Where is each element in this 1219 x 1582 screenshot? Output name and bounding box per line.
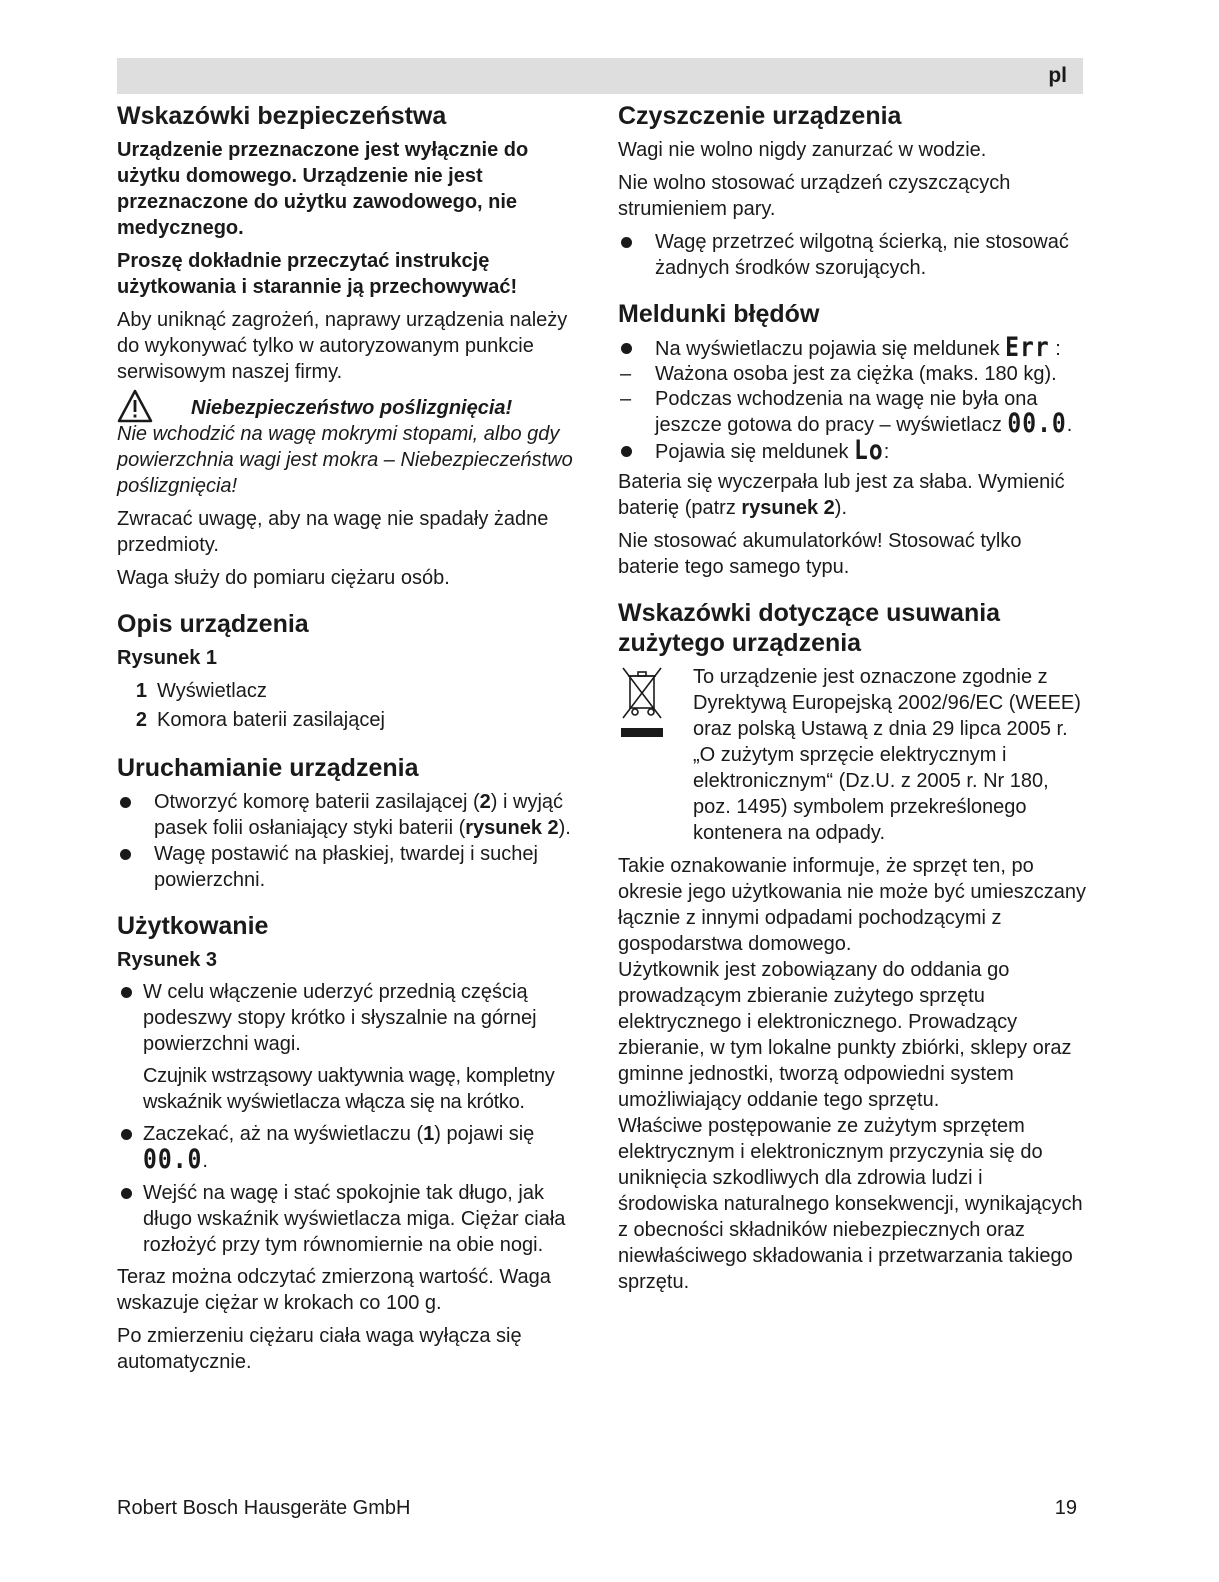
language-bar (117, 58, 1083, 94)
slip-warning-title: Niebezpieczeństwo poślizgnięcia! (191, 397, 513, 419)
error-message-item: Na wyświetlaczu pojawia się meldunek Err : (618, 335, 1088, 362)
startup-step: Wagę postawić na płaskiej, twardej i suchej powierzchni. (117, 841, 587, 893)
figure-3-label: Rysunek 3 (117, 949, 218, 971)
startup-title: Uruchamianie urządzenia (117, 754, 419, 782)
disposal-title: Wskazówki dotyczące usuwania zużytego urządzenia (618, 599, 1001, 657)
usage-list (117, 979, 587, 1258)
usage-step: Zaczekać, aż na wyświetlaczu (1) pojawi się 00.0. (117, 1121, 587, 1174)
usage-step: W celu włączenie uderzyć przednią częścią podeszwy stopy krótko i słyszalnie na górnej powierzchni wagi. Czujnik wstrząsowy uaktywnia wagę, kompletny wskaźnik wyświetlacza włącza się na krótko. (117, 979, 587, 1115)
battery-type-text: Nie stosować akumulatorków! Stosować tylko baterie tego samego typu. (618, 530, 1022, 578)
usage-reading-text: Teraz można odczytać zmierzoną wartość. Waga wskazuje ciężar w krokach co 100 g. (117, 1266, 551, 1314)
usage-title: Użytkowanie (117, 912, 269, 940)
startup-section (117, 753, 587, 893)
parts-list-item: 1 Wyświetlacz (135, 680, 267, 702)
cleaning-title: Czyszczenie urządzenia (618, 102, 902, 130)
right-column (618, 101, 1088, 1302)
cleaning-section (618, 101, 1088, 281)
errors-title: Meldunki błędów (618, 300, 820, 328)
cleaning-text-2: Nie wolno stosować urządzeń czyszczących strumieniem pary. (618, 172, 1011, 220)
usage-step-note: Czujnik wstrząsowy uaktywnia wagę, kompletny wskaźnik wyświetlacza włącza się na krótko. (143, 1065, 555, 1113)
errors-list-err (618, 335, 1088, 362)
language-code: pl (1048, 64, 1067, 87)
weee-text: To urządzenie jest oznaczone zgodnie z Dyrektywą Europejską 2002/96/EC (WEEE) oraz polską Ustawą z dnia 29 lipca 2005 r. „O zużytym sprzęcie elektrycznym i elektronicznym“ (Dz.U. z 2005 r. Nr 180, poz. 1495) symbolem przekreślonego kontenera na odpady. (693, 666, 1081, 844)
errors-section (618, 299, 1088, 580)
display-readout: Err (1005, 333, 1050, 363)
left-column (117, 101, 587, 1382)
errors-causes-list (618, 362, 1088, 438)
errors-list-lo (618, 438, 1088, 465)
parts-list-item: 2 Komora baterii zasilającej (135, 709, 385, 731)
error-cause-item: – Ważona osoba jest za ciężka (maks. 180 kg). (618, 362, 1088, 387)
page-number: 19 (1054, 1497, 1077, 1519)
cleaning-step: Wagę przetrzeć wilgotną ścierką, nie stosować żadnych środków szorujących. (618, 229, 1088, 281)
safety-repair-text: Aby uniknąć zagrożeń, naprawy urządzenia należy do wykonywać tylko w autoryzowanym punkcie serwisowym naszej firmy. (117, 309, 568, 383)
weee-notice (618, 664, 1088, 846)
usage-section (117, 911, 587, 1375)
error-message-item: Pojawia się meldunek Lo: (618, 438, 1088, 465)
display-readout: 00.0 (143, 1145, 203, 1175)
safety-section (117, 101, 587, 591)
safety-title: Wskazówki bezpieczeństwa (117, 102, 447, 130)
battery-text: Bateria się wyczerpała lub jest za słaba. Wymienić baterię (patrz rysunek 2). (618, 471, 1065, 519)
disposal-text-2: Użytkownik jest zobowiązany do oddania go prowadzącym zbieranie zużytego sprzętu elektrycznego i elektronicznego. Prowadzący zbieranie, w tym lokalne punkty zbiórki, sklepy oraz gminne jednostki, tworzą odpowiedni system umożliwiający oddanie tego sprzętu. (618, 959, 1072, 1111)
usage-step: Wejść na wagę i stać spokojnie tak długo, jak długo wskaźnik wyświetlacza miga. Ciężar ciała rozłożyć przy tym równomiernie na obie nogi. (117, 1180, 587, 1258)
description-title: Opis urządzenia (117, 610, 309, 638)
warning-triangle-icon (117, 389, 153, 423)
figure-1-label: Rysunek 1 (117, 647, 218, 669)
safety-notice-domestic: Urządzenie przeznaczone jest wyłącznie do użytku domowego. Urządzenie nie jest przeznaczone do użytku zawodowego, nie medycznego. (117, 139, 529, 239)
usage-auto-off-text: Po zmierzeniu ciężaru ciała waga wyłącza się automatycznie. (117, 1325, 522, 1373)
slip-warning-heading (117, 395, 587, 421)
error-cause-item: – Podczas wchodzenia na wagę nie była ona jeszcze gotowa do pracy – wyświetlacz 00.0. (618, 387, 1088, 438)
startup-list (117, 789, 587, 893)
slip-warning-text: Nie wchodzić na wagę mokrymi stopami, albo gdy powierzchnia wagi jest mokra – Niebezpieczeństwo poślizgnięcia! (117, 423, 573, 497)
disposal-text-3: Właściwe postępowanie ze zużytym sprzętem elektrycznym i elektronicznym przyczynia się do uniknięcia szkodliwych dla zdrowia ludzi i środowiska naturalnego konsekwencji, wynikających z obecności składników niebezpiecznych oraz niewłaściwego składowania i przetwarzania takiego sprzętu. (618, 1115, 1083, 1293)
disposal-text-1: Takie oznakowanie informuje, że sprzęt ten, po okresie jego użytkowania nie może być umieszczany łącznie z innymi odpadami pochodzącymi z gospodarstwa domowego. (618, 855, 1086, 955)
display-readout: Lo (854, 436, 884, 466)
safety-notice-read: Proszę dokładnie przeczytać instrukcję użytkowania i starannie ją przechowywać! (117, 250, 518, 298)
disposal-section (618, 598, 1088, 1295)
purpose-text: Waga służy do pomiaru ciężaru osób. (117, 567, 450, 589)
cleaning-text-1: Wagi nie wolno nigdy zanurzać w wodzie. (618, 139, 987, 161)
display-readout: 00.0 (1007, 408, 1067, 439)
cleaning-list (618, 229, 1088, 281)
parts-list (117, 677, 587, 735)
falling-objects-text: Zwracać uwagę, aby na wagę nie spadały żadne przedmioty. (117, 508, 549, 556)
startup-step: Otworzyć komorę baterii zasilającej (2) i wyjąć pasek folii osłaniający styki baterii (rysunek 2). (117, 789, 587, 841)
footer-company: Robert Bosch Hausgeräte GmbH (117, 1497, 411, 1519)
description-section (117, 609, 587, 735)
crossed-bin-icon (621, 666, 663, 738)
